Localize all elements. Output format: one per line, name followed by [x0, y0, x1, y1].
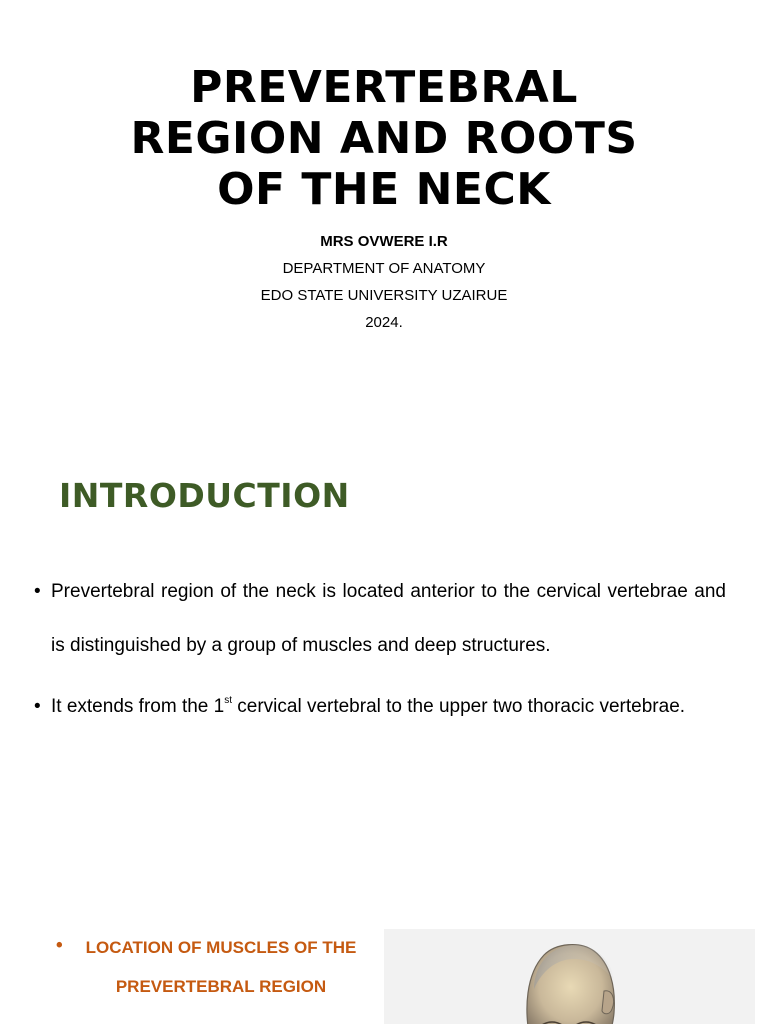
- section-heading: INTRODUCTION: [59, 476, 350, 515]
- slide-title: [0, 62, 768, 215]
- title-line: REGION AND ROOTS: [130, 113, 638, 164]
- title-meta: [0, 228, 768, 336]
- bullet-item: [34, 680, 726, 734]
- bullet-line: PREVERTEBRAL REGION: [115, 977, 327, 996]
- bullet-text: Prevertebral region of the neck is located anterior to the cervical vertebrae and is distinguished by a group of muscles and deep structures.: [51, 581, 726, 656]
- introduction-slide: [0, 430, 768, 860]
- title-slide: [0, 0, 768, 430]
- bullet-list: [34, 565, 726, 741]
- bullet-dot-icon: •: [34, 696, 41, 717]
- year: 2024.: [365, 314, 403, 331]
- bullet-text-end: cervical vertebral to the upper two thoracic vertebrae.: [231, 696, 686, 717]
- title-line: OF THE NECK: [217, 164, 551, 215]
- orange-bullet: [56, 928, 372, 1006]
- bullet-text-start: It extends from the 1: [51, 696, 225, 717]
- bullet-line: LOCATION OF MUSCLES OF THE: [85, 938, 357, 957]
- bullet-item: [34, 565, 726, 673]
- anatomy-image: [384, 929, 755, 1024]
- bullet-dot-icon: •: [56, 935, 63, 956]
- author-name: MRS OVWERE I.R: [320, 233, 448, 250]
- bullet-dot-icon: •: [34, 581, 41, 602]
- department-name: DEPARTMENT OF ANATOMY: [282, 260, 486, 277]
- location-slide: [0, 900, 768, 1024]
- title-line: PREVERTEBRAL: [190, 62, 578, 113]
- ordinal-superscript: st: [224, 695, 232, 706]
- institution-name: EDO STATE UNIVERSITY UZAIRUE: [260, 287, 508, 304]
- head-neck-anatomy-illustration-icon: [384, 929, 755, 1024]
